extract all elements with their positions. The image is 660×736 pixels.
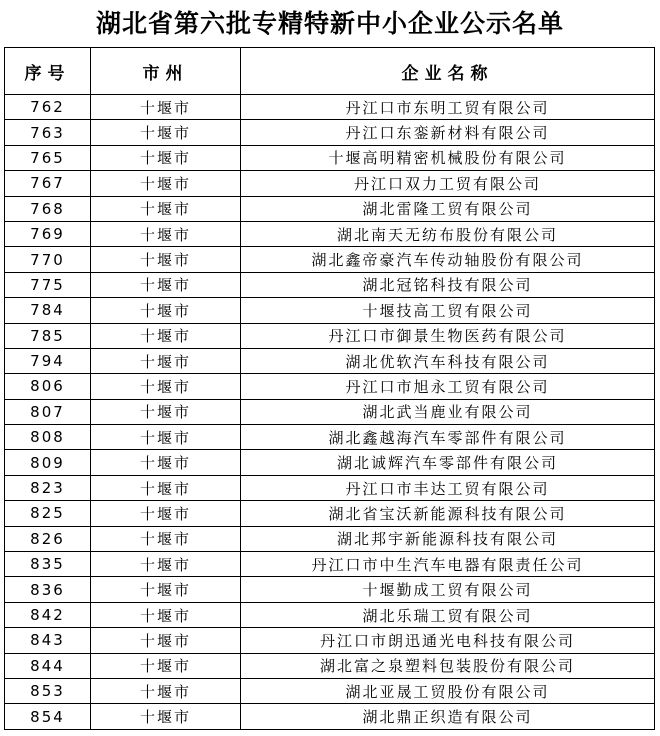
company-name-cell: 十堰高明精密机械股份有限公司 xyxy=(241,145,655,170)
header-city: 市州 xyxy=(91,48,241,95)
table-row xyxy=(5,247,655,272)
table-row xyxy=(5,374,655,399)
company-name-cell: 湖北鑫帝豪汽车传动轴股份有限公司 xyxy=(241,247,655,272)
serial-number-cell: 769 xyxy=(5,221,91,246)
serial-number-cell: 853 xyxy=(5,678,91,703)
city-cell: 十堰市 xyxy=(91,704,241,729)
serial-number-cell: 785 xyxy=(5,323,91,348)
serial-number-cell: 763 xyxy=(5,120,91,145)
table-row xyxy=(5,526,655,551)
company-name-cell: 丹江口东銮新材料有限公司 xyxy=(241,120,655,145)
city-cell: 十堰市 xyxy=(91,425,241,450)
serial-number-cell: 844 xyxy=(5,653,91,678)
company-table xyxy=(4,47,655,730)
serial-number-cell: 835 xyxy=(5,552,91,577)
company-name-cell: 丹江口市御景生物医药有限公司 xyxy=(241,323,655,348)
city-cell: 十堰市 xyxy=(91,577,241,602)
city-cell: 十堰市 xyxy=(91,678,241,703)
serial-number-cell: 826 xyxy=(5,526,91,551)
company-name-cell: 丹江口双力工贸有限公司 xyxy=(241,171,655,196)
company-name-cell: 十堰勤成工贸有限公司 xyxy=(241,577,655,602)
serial-number-cell: 770 xyxy=(5,247,91,272)
header-company-name: 企业名称 xyxy=(241,48,655,95)
city-cell: 十堰市 xyxy=(91,247,241,272)
city-cell: 十堰市 xyxy=(91,475,241,500)
serial-number-cell: 825 xyxy=(5,501,91,526)
serial-number-cell: 836 xyxy=(5,577,91,602)
city-cell: 十堰市 xyxy=(91,221,241,246)
serial-number-cell: 794 xyxy=(5,348,91,373)
city-cell: 十堰市 xyxy=(91,552,241,577)
serial-number-cell: 768 xyxy=(5,196,91,221)
table-row xyxy=(5,196,655,221)
city-cell: 十堰市 xyxy=(91,196,241,221)
table-row xyxy=(5,653,655,678)
city-cell: 十堰市 xyxy=(91,399,241,424)
company-name-cell: 十堰技高工贸有限公司 xyxy=(241,298,655,323)
company-name-cell: 湖北优软汽车科技有限公司 xyxy=(241,348,655,373)
company-name-cell: 丹江口市旭永工贸有限公司 xyxy=(241,374,655,399)
serial-number-cell: 842 xyxy=(5,602,91,627)
table-row xyxy=(5,425,655,450)
table-row xyxy=(5,221,655,246)
city-cell: 十堰市 xyxy=(91,653,241,678)
company-name-cell: 丹江口市中生汽车电器有限责任公司 xyxy=(241,552,655,577)
table-row xyxy=(5,272,655,297)
table-row xyxy=(5,602,655,627)
table-row xyxy=(5,628,655,653)
company-name-cell: 湖北冠铭科技有限公司 xyxy=(241,272,655,297)
company-name-cell: 湖北富之泉塑料包装股份有限公司 xyxy=(241,653,655,678)
serial-number-cell: 854 xyxy=(5,704,91,729)
company-name-cell: 丹江口市朗迅通光电科技有限公司 xyxy=(241,628,655,653)
table-row xyxy=(5,323,655,348)
serial-number-cell: 762 xyxy=(5,95,91,120)
serial-number-cell: 808 xyxy=(5,425,91,450)
serial-number-cell: 807 xyxy=(5,399,91,424)
city-cell: 十堰市 xyxy=(91,526,241,551)
city-cell: 十堰市 xyxy=(91,145,241,170)
table-header-row xyxy=(5,48,655,95)
serial-number-cell: 775 xyxy=(5,272,91,297)
city-cell: 十堰市 xyxy=(91,171,241,196)
table-row xyxy=(5,298,655,323)
company-name-cell: 湖北武当鹿业有限公司 xyxy=(241,399,655,424)
serial-number-cell: 765 xyxy=(5,145,91,170)
city-cell: 十堰市 xyxy=(91,323,241,348)
city-cell: 十堰市 xyxy=(91,602,241,627)
company-name-cell: 湖北鼎正织造有限公司 xyxy=(241,704,655,729)
table-row xyxy=(5,577,655,602)
page-title: 湖北省第六批专精特新中小企业公示名单 xyxy=(95,9,564,38)
table-row xyxy=(5,678,655,703)
company-name-cell: 湖北亚晟工贸股份有限公司 xyxy=(241,678,655,703)
table-row xyxy=(5,145,655,170)
city-cell: 十堰市 xyxy=(91,450,241,475)
company-name-cell: 湖北南天无纺布股份有限公司 xyxy=(241,221,655,246)
table-body xyxy=(5,95,655,730)
table-row xyxy=(5,704,655,729)
serial-number-cell: 843 xyxy=(5,628,91,653)
header-serial-number: 序号 xyxy=(5,48,91,95)
company-name-cell: 丹江口市东明工贸有限公司 xyxy=(241,95,655,120)
table-row xyxy=(5,95,655,120)
table-row xyxy=(5,450,655,475)
company-name-cell: 湖北鑫越海汽车零部件有限公司 xyxy=(241,425,655,450)
table-row xyxy=(5,348,655,373)
company-name-cell: 湖北乐瑞工贸有限公司 xyxy=(241,602,655,627)
city-cell: 十堰市 xyxy=(91,272,241,297)
serial-number-cell: 823 xyxy=(5,475,91,500)
city-cell: 十堰市 xyxy=(91,120,241,145)
company-name-cell: 湖北省宝沃新能源科技有限公司 xyxy=(241,501,655,526)
table-row xyxy=(5,552,655,577)
table-row xyxy=(5,120,655,145)
city-cell: 十堰市 xyxy=(91,298,241,323)
company-name-cell: 湖北雷隆工贸有限公司 xyxy=(241,196,655,221)
company-name-cell: 丹江口市丰达工贸有限公司 xyxy=(241,475,655,500)
table-row xyxy=(5,501,655,526)
serial-number-cell: 784 xyxy=(5,298,91,323)
table-row xyxy=(5,171,655,196)
serial-number-cell: 767 xyxy=(5,171,91,196)
city-cell: 十堰市 xyxy=(91,501,241,526)
company-name-cell: 湖北诚辉汽车零部件有限公司 xyxy=(241,450,655,475)
city-cell: 十堰市 xyxy=(91,628,241,653)
serial-number-cell: 806 xyxy=(5,374,91,399)
serial-number-cell: 809 xyxy=(5,450,91,475)
table-row xyxy=(5,399,655,424)
table-row xyxy=(5,475,655,500)
city-cell: 十堰市 xyxy=(91,374,241,399)
city-cell: 十堰市 xyxy=(91,95,241,120)
company-name-cell: 湖北邦宇新能源科技有限公司 xyxy=(241,526,655,551)
city-cell: 十堰市 xyxy=(91,348,241,373)
